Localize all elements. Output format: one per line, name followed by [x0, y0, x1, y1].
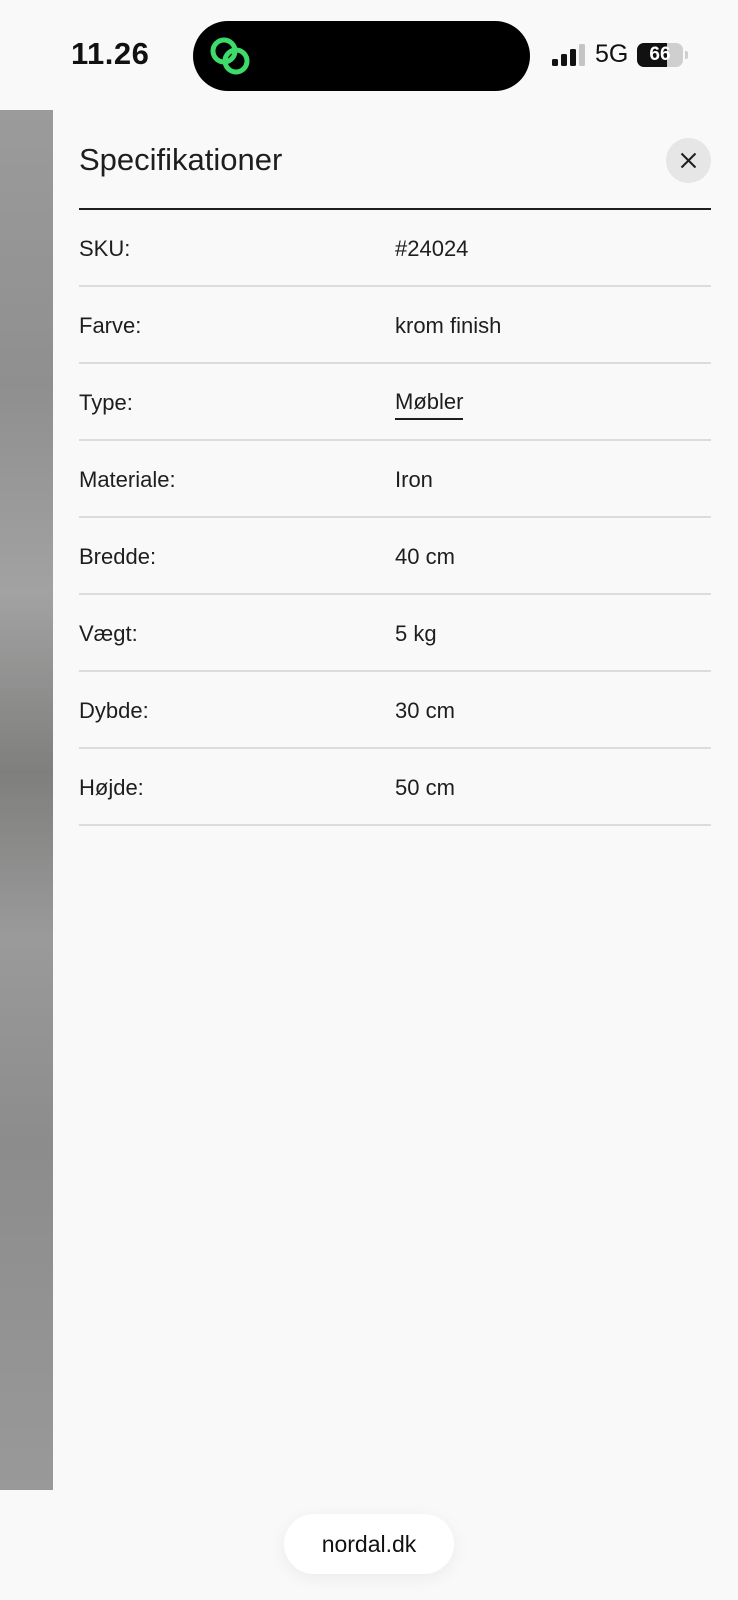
blurred-page-backdrop[interactable]	[0, 110, 53, 1490]
type-link[interactable]: Møbler	[395, 389, 463, 420]
spec-row-sku	[79, 210, 711, 287]
specifications-drawer	[53, 110, 738, 1490]
spec-value: #24024	[395, 236, 469, 261]
drawer-header	[79, 110, 711, 210]
spec-value: 5 kg	[395, 621, 437, 646]
battery-icon	[637, 43, 683, 67]
spec-value: 50 cm	[395, 775, 455, 800]
spec-label: Bredde:	[79, 544, 157, 569]
spec-row-materiale	[79, 441, 711, 518]
spec-row-farve	[79, 287, 711, 364]
signal-icon	[552, 44, 587, 66]
island-app-icon[interactable]	[207, 35, 253, 77]
network-type: 5G	[595, 40, 629, 68]
spec-label: Vægt:	[79, 621, 138, 646]
spec-label: SKU:	[79, 236, 131, 261]
spec-value: krom finish	[395, 313, 502, 338]
spec-list	[79, 210, 711, 826]
spec-row-vaegt	[79, 595, 711, 672]
spec-label: Højde:	[79, 775, 144, 800]
battery-nub	[685, 51, 688, 59]
spec-row-bredde	[79, 518, 711, 595]
spec-label: Dybde:	[79, 698, 149, 723]
battery-percent: 66	[649, 44, 671, 65]
spec-value: Iron	[395, 467, 433, 492]
spec-row-hojde	[79, 749, 711, 826]
close-icon	[680, 152, 697, 169]
spec-value: 40 cm	[395, 544, 455, 569]
status-bar	[0, 0, 738, 110]
dynamic-island[interactable]	[193, 21, 530, 91]
spec-row-dybde	[79, 672, 711, 749]
drawer-title: Specifikationer	[79, 142, 283, 177]
spec-value: 30 cm	[395, 698, 455, 723]
spec-label: Materiale:	[79, 467, 176, 492]
spec-row-type	[79, 364, 711, 441]
browser-url-bar[interactable]: nordal.dk	[284, 1514, 454, 1574]
status-time: 11.26	[71, 36, 150, 71]
spec-label: Type:	[79, 390, 133, 415]
close-button[interactable]	[666, 138, 711, 183]
spec-label: Farve:	[79, 313, 142, 338]
